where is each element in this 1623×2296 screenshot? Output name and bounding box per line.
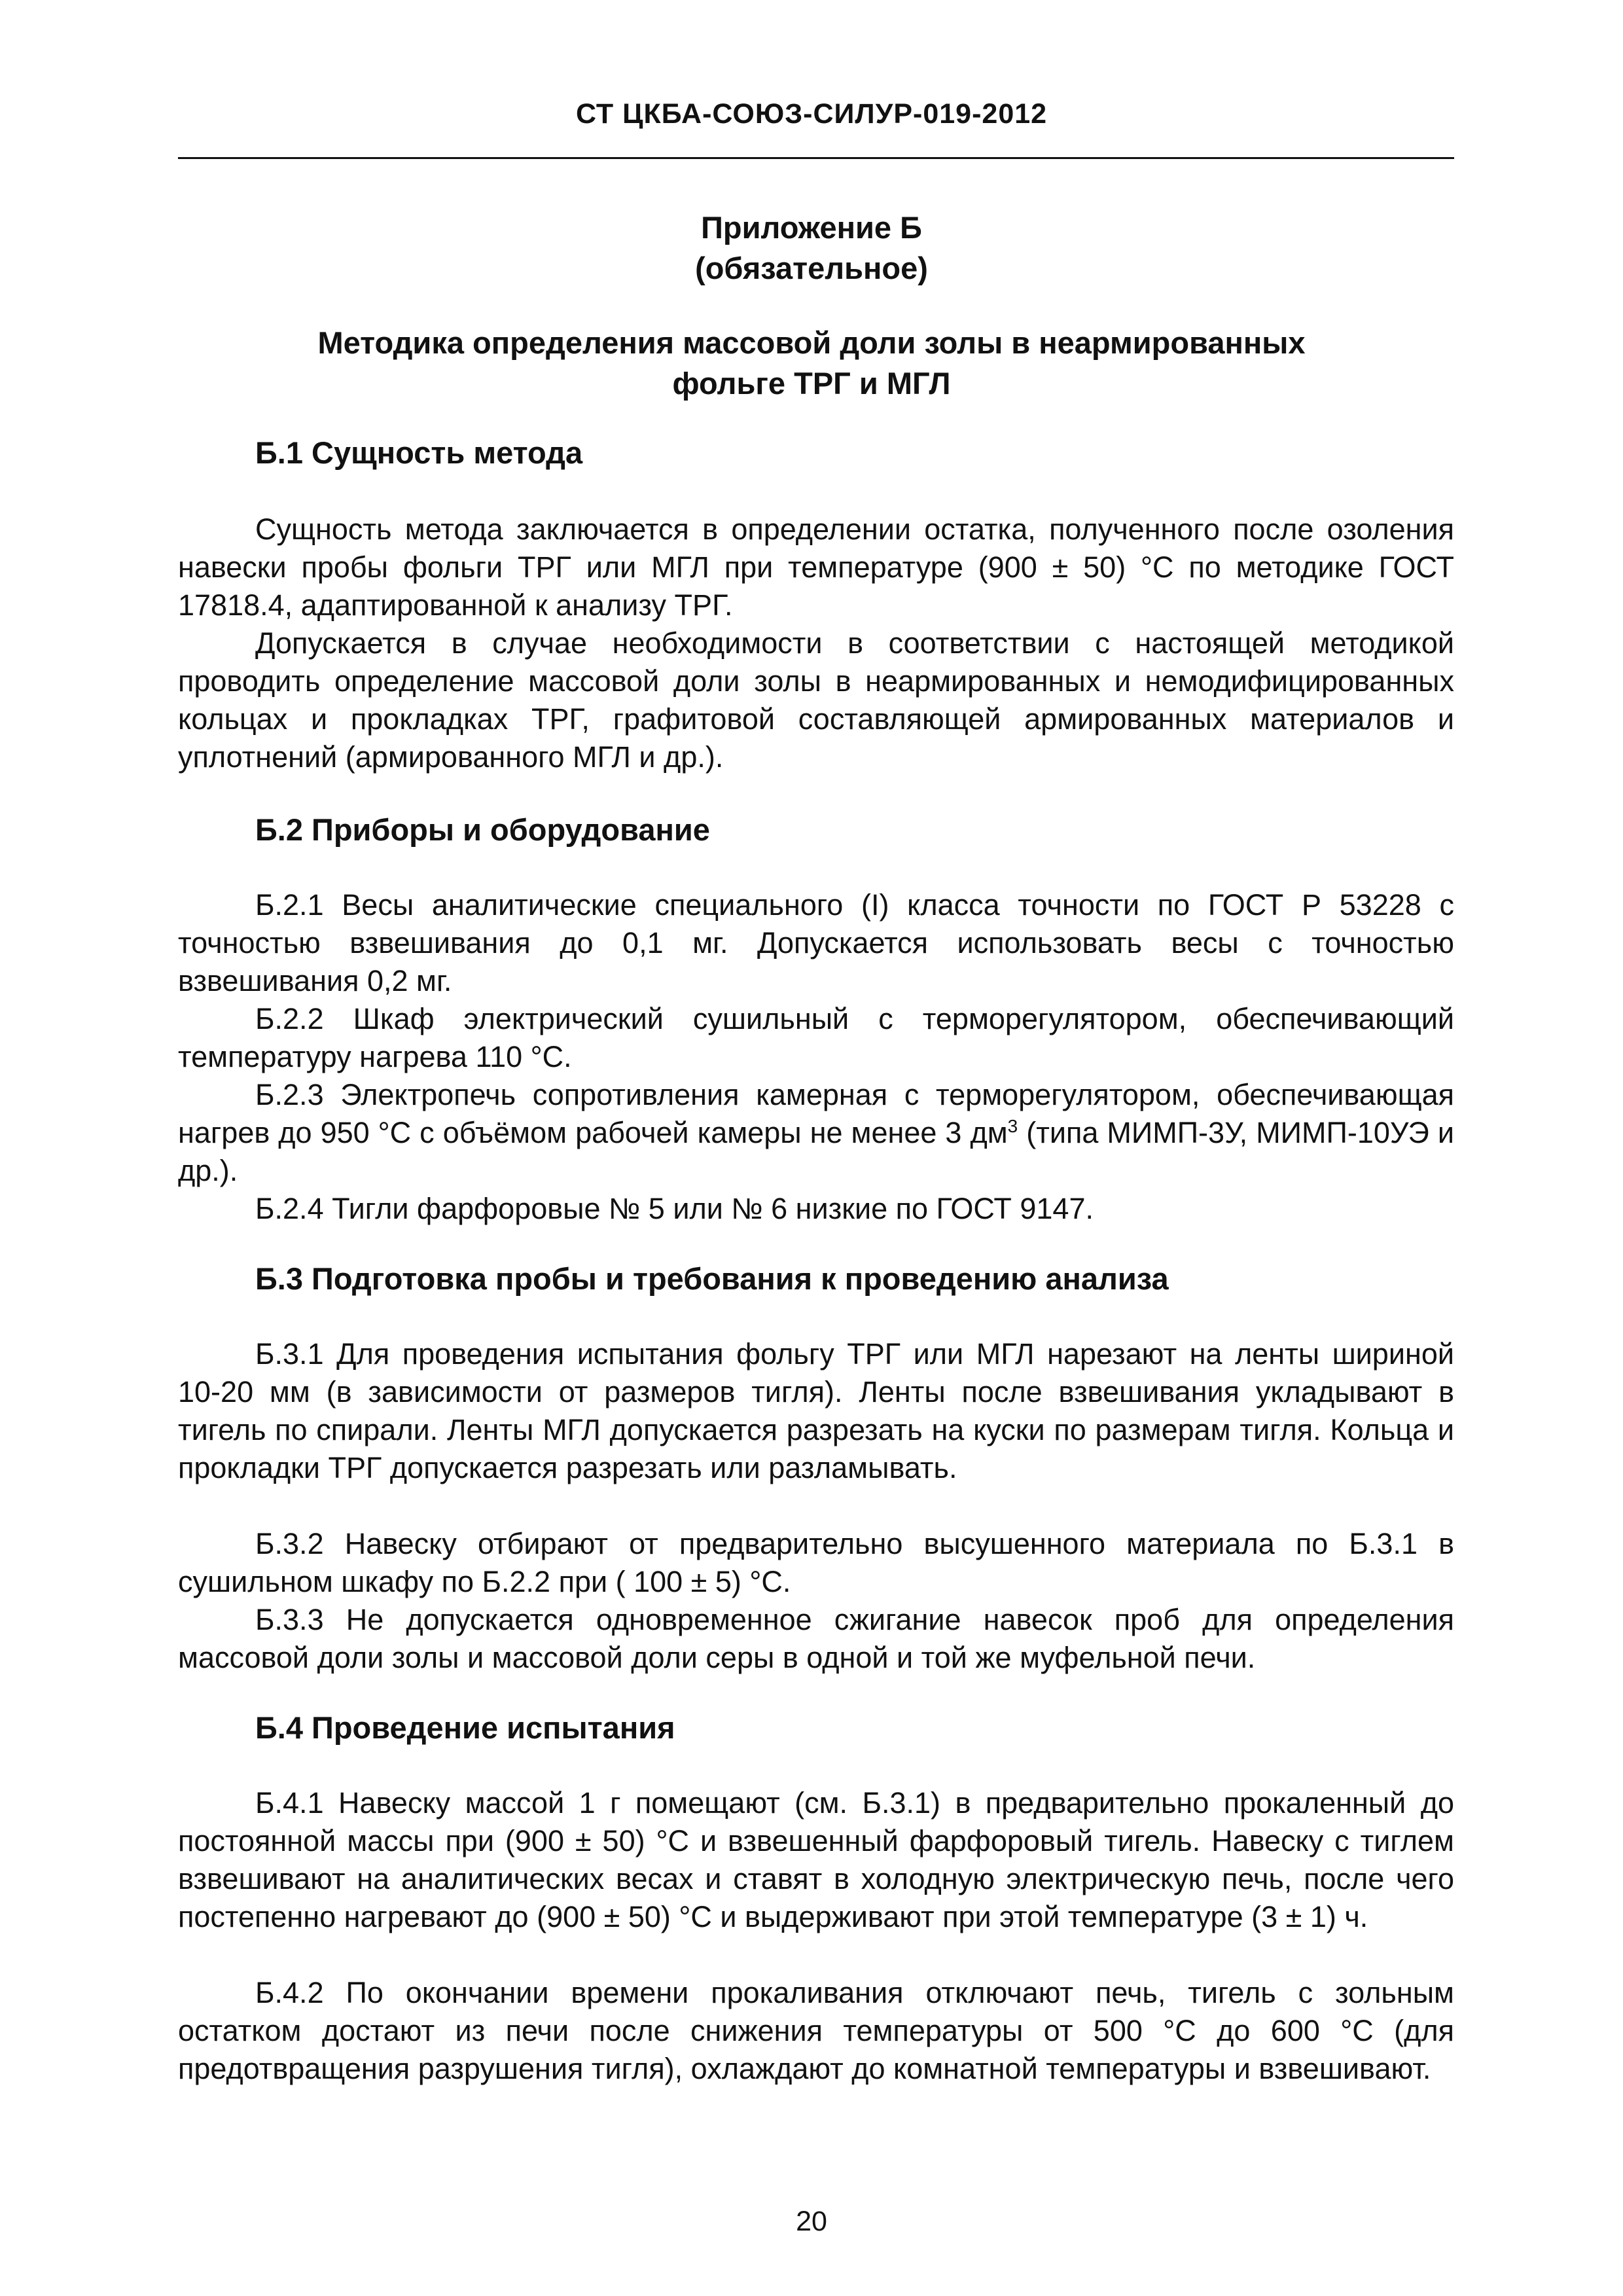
section-heading-b3: Б.3 Подготовка пробы и требования к проведению анализа xyxy=(255,1261,1169,1296)
paragraph-b1-1 xyxy=(178,511,1454,624)
paragraph-b2-2 xyxy=(178,1000,1454,1076)
paragraph-text: Б.4.2 По окончании времени прокаливания отключают печь, тигель с зольным остатком достают из печи после снижения температуры от 500 °С до 600 °С (для предотвращения разрушения тигля), охлаждают до комнатной температуры и взвешивают. xyxy=(178,1976,1454,2085)
paragraph-text: Б.4.1 Навеску массой 1 г помещают (см. Б.3.1) в предварительно прокаленный до постоянной массы при (900 ± 50) °С и взвешенный фарфоровый тигель. Навеску с тиглем взвешивают на аналитических весах и ставят в холодную электрическую печь, после чего постепенно нагревают до (900 ± 50) °С и выдерживают при этой температуре (3 ± 1) ч. xyxy=(178,1786,1454,1933)
paragraph-text: Сущность метода заключается в определении остатка, полученного после озоления навески пробы фольги ТРГ или МГЛ при температуре (900 ± 50) °С по методике ГОСТ 17818.4, адаптированной к анализу ТРГ. xyxy=(178,512,1454,622)
paragraph-text: Б.2.2 Шкаф электрический сушильный с терморегулятором, обеспечивающий температуру нагрева 110 °С. xyxy=(178,1002,1454,1073)
page-number: 20 xyxy=(796,2206,827,2237)
section-heading-b4: Б.4 Проведение испытания xyxy=(255,1710,675,1745)
paragraph-text: Б.2.3 Электропечь сопротивления камерная с терморегулятором, обеспечивающая нагрев до 950 °С с объёмом рабочей камеры не менее 3 дм xyxy=(178,1078,1454,1149)
method-title-line1: Методика определения массовой доли золы в неармированных xyxy=(317,325,1306,360)
paragraph-text: Б.2.1 Весы аналитические специального (I) класса точности по ГОСТ Р 53228 с точностью взвешивания до 0,1 мг. Допускается использовать весы с точностью взвешивания 0,2 мг. xyxy=(178,888,1454,997)
paragraph-b4-2 xyxy=(178,1974,1454,2088)
paragraph-text: Б.2.4 Тигли фарфоровые № 5 или № 6 низкие по ГОСТ 9147. xyxy=(255,1192,1094,1225)
header-divider xyxy=(178,157,1454,159)
paragraph-text: Б.3.3 Не допускается одновременное сжигание навесок проб для определения массовой доли золы и массовой доли серы в одной и той же муфельной печи. xyxy=(178,1603,1454,1674)
paragraph-b3-1 xyxy=(178,1335,1454,1487)
paragraph-b2-3 xyxy=(178,1076,1454,1190)
paragraph-text: (типа МИМП-3У, МИМП-10УЭ и др.). xyxy=(178,1116,1454,1187)
paragraph-b2-4 xyxy=(178,1190,1454,1228)
paragraph-b3-3 xyxy=(178,1601,1454,1677)
appendix-status: (обязательное) xyxy=(695,251,928,285)
paragraph-b2-1 xyxy=(178,886,1454,1000)
paragraph-text: Б.3.2 Навеску отбирают от предварительно высушенного материала по Б.3.1 в сушильном шкафу по Б.2.2 при ( 100 ± 5) °С. xyxy=(178,1527,1454,1598)
appendix-title: Приложение Б xyxy=(701,210,922,245)
superscript-three: 3 xyxy=(1007,1116,1018,1136)
paragraph-text: Допускается в случае необходимости в соответствии с настоящей методикой проводить определение массовой доли золы в неармированных и немодифицированных кольцах и прокладках ТРГ, графитовой составляющей армированных материалов и уплотнений (армированного МГЛ и др.). xyxy=(178,626,1454,774)
method-title-line2: фольге ТРГ и МГЛ xyxy=(672,366,951,401)
document-code: СТ ЦКБА-СОЮЗ-СИЛУР-019-2012 xyxy=(575,98,1048,130)
paragraph-b1-2 xyxy=(178,624,1454,776)
paragraph-text: Б.3.1 Для проведения испытания фольгу ТРГ или МГЛ нарезают на ленты шириной 10-20 мм (в зависимости от размеров тигля). Ленты после взвешивания укладывают в тигель по спирали. Ленты МГЛ допускается разрезать на куски по размерам тигля. Кольца и прокладки ТРГ допускается разрезать или разламывать. xyxy=(178,1337,1454,1484)
section-heading-b2: Б.2 Приборы и оборудование xyxy=(255,812,710,847)
paragraph-b3-2 xyxy=(178,1525,1454,1601)
section-heading-b1: Б.1 Сущность метода xyxy=(255,435,583,470)
paragraph-b4-1 xyxy=(178,1784,1454,1936)
